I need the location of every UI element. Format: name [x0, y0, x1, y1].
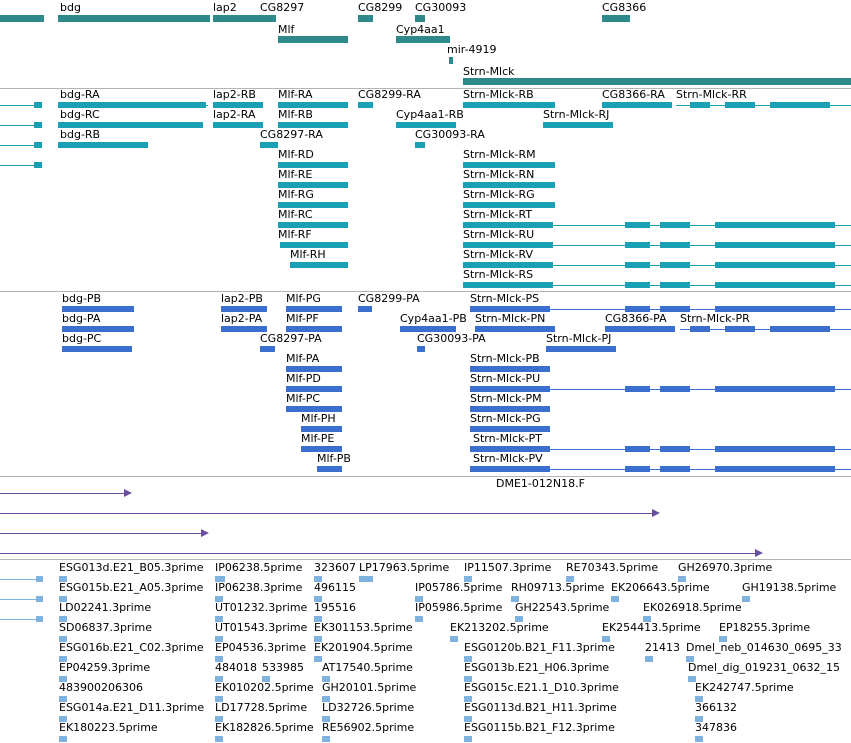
- gene-bar-cg30093[interactable]: [415, 15, 425, 22]
- protein-label[interactable]: CG8299-PA: [358, 292, 420, 305]
- est-label[interactable]: IP05986.5prime: [415, 601, 503, 614]
- est-label[interactable]: EK206643.5prime: [611, 581, 710, 594]
- protein-label[interactable]: Mlf-PA: [286, 352, 320, 365]
- transcript-exon[interactable]: [715, 222, 835, 228]
- transcript-exon[interactable]: [415, 142, 425, 148]
- est-label[interactable]: UT01232.3prime: [215, 601, 308, 614]
- est-label[interactable]: ESG0120b.B21_F11.3prime: [464, 641, 615, 654]
- est-label[interactable]: LD17728.5prime: [215, 701, 308, 714]
- track-separator-ests: [0, 559, 851, 560]
- gene-bar-bdg[interactable]: [58, 15, 210, 22]
- transcript-label[interactable]: CG8366-RA: [602, 88, 665, 101]
- est-label[interactable]: RE56902.5prime: [322, 721, 415, 734]
- transcript-exon[interactable]: [770, 102, 830, 108]
- est-label[interactable]: 496115: [314, 581, 356, 594]
- transcript-label[interactable]: Mlf-RC: [278, 208, 313, 221]
- gene-bar-lap2[interactable]: [213, 15, 276, 22]
- transcript-exon[interactable]: [715, 242, 835, 248]
- gene-label-cg30093[interactable]: CG30093: [415, 1, 467, 14]
- transcript-label[interactable]: CG8299-RA: [358, 88, 421, 101]
- clone-line[interactable]: [0, 533, 201, 534]
- protein-exon[interactable]: [660, 466, 690, 472]
- protein-label[interactable]: Cyp4aa1-PB: [400, 312, 467, 325]
- est-label[interactable]: GH19138.5prime: [742, 581, 837, 594]
- clone-arrow-icon[interactable]: [201, 529, 209, 537]
- transcript-label[interactable]: Mlf-RD: [278, 148, 314, 161]
- gene-label-strn-mlck[interactable]: Strn-Mlck: [463, 65, 515, 78]
- est-label[interactable]: SD06837.3prime: [59, 621, 152, 634]
- est-label[interactable]: EP18255.3prime: [719, 621, 811, 634]
- transcript-label[interactable]: lap2-RB: [213, 88, 256, 101]
- protein-label[interactable]: Strn-Mlck-PB: [470, 352, 540, 365]
- est-label[interactable]: ESG013d.E21_B05.3prime: [59, 561, 204, 574]
- transcript-exon[interactable]: [625, 282, 650, 288]
- est-label[interactable]: 366132: [695, 701, 737, 714]
- protein-label[interactable]: CG8297-PA: [260, 332, 322, 345]
- transcript-exon[interactable]: [213, 122, 263, 128]
- gene-bar-strn-mlck[interactable]: [463, 78, 851, 85]
- protein-label[interactable]: Strn-Mlck-PT: [473, 432, 542, 445]
- est-label[interactable]: AT17540.5prime: [322, 661, 413, 674]
- protein-label[interactable]: Strn-Mlck-PN: [475, 312, 546, 325]
- transcript-exon[interactable]: [715, 262, 835, 268]
- transcript-edge-exon[interactable]: [34, 122, 42, 128]
- gene-label-mlf[interactable]: Mlf: [278, 23, 295, 36]
- protein-label[interactable]: Mlf-PC: [286, 392, 321, 405]
- est-mark[interactable]: [464, 736, 472, 742]
- transcript-exon[interactable]: [660, 282, 690, 288]
- est-label[interactable]: EK180223.5prime: [59, 721, 158, 734]
- est-mark[interactable]: [322, 736, 330, 742]
- transcript-exon[interactable]: [602, 102, 672, 108]
- est-label[interactable]: UT01543.3prime: [215, 621, 308, 634]
- est-mark[interactable]: [611, 596, 619, 602]
- est-mark[interactable]: [359, 576, 373, 582]
- clone-label[interactable]: DME1-012N18.F: [496, 477, 585, 490]
- transcript-exon[interactable]: [725, 102, 755, 108]
- transcript-label[interactable]: Strn-Mlck-RR: [676, 88, 747, 101]
- est-edge-exon[interactable]: [36, 596, 43, 602]
- est-mark[interactable]: [645, 656, 653, 662]
- protein-label[interactable]: CG8366-PA: [605, 312, 667, 325]
- protein-exon[interactable]: [317, 466, 342, 472]
- clone-line[interactable]: [0, 553, 755, 554]
- transcript-exon[interactable]: [463, 102, 555, 108]
- est-label[interactable]: GH22543.5prime: [515, 601, 610, 614]
- est-label[interactable]: 483900206306: [59, 681, 143, 694]
- est-label[interactable]: EK213202.5prime: [450, 621, 549, 634]
- clone-arrow-icon[interactable]: [755, 549, 763, 557]
- transcript-exon[interactable]: [660, 242, 690, 248]
- transcript-label[interactable]: bdg-RB: [60, 128, 101, 141]
- transcript-label[interactable]: Mlf-RE: [278, 168, 313, 181]
- transcript-label[interactable]: Mlf-RG: [278, 188, 314, 201]
- protein-label[interactable]: Strn-Mlck-PU: [470, 372, 541, 385]
- est-label[interactable]: 195516: [314, 601, 356, 614]
- protein-label[interactable]: bdg-PC: [62, 332, 102, 345]
- est-label[interactable]: Dmel_neb_014630_0695_33: [686, 641, 842, 654]
- est-label[interactable]: GH20101.5prime: [322, 681, 417, 694]
- est-label[interactable]: LD02241.3prime: [59, 601, 152, 614]
- est-label[interactable]: RE70343.5prime: [566, 561, 659, 574]
- protein-label[interactable]: Strn-Mlck-PV: [473, 452, 543, 465]
- gene-bar-mir4919[interactable]: [449, 57, 453, 64]
- protein-exon[interactable]: [625, 446, 650, 452]
- est-mark[interactable]: [215, 736, 223, 742]
- est-label[interactable]: ESG015c.E21.1_D10.3prime: [464, 681, 619, 694]
- est-mark[interactable]: [450, 636, 458, 642]
- gene-bar-cyp4aa1[interactable]: [396, 36, 450, 43]
- protein-exon[interactable]: [417, 346, 425, 352]
- protein-exon[interactable]: [260, 346, 275, 352]
- clone-line[interactable]: [0, 493, 124, 494]
- transcript-label[interactable]: Mlf-RB: [278, 108, 313, 121]
- transcript-label[interactable]: CG30093-RA: [415, 128, 485, 141]
- transcript-label[interactable]: Strn-Mlck-RU: [463, 228, 535, 241]
- transcript-label[interactable]: Mlf-RH: [290, 248, 326, 261]
- gene-bar-cg8299[interactable]: [358, 15, 373, 22]
- clone-arrow-icon[interactable]: [124, 489, 132, 497]
- clone-arrow-icon[interactable]: [652, 509, 660, 517]
- gene-label-cyp4aa1[interactable]: Cyp4aa1: [396, 23, 445, 36]
- protein-label[interactable]: Strn-Mlck-PG: [470, 412, 541, 425]
- est-label[interactable]: IP06238.3prime: [215, 581, 303, 594]
- transcript-edge-exon[interactable]: [34, 162, 42, 168]
- transcript-label[interactable]: Strn-Mlck-RG: [463, 188, 535, 201]
- est-label[interactable]: EK242747.5prime: [695, 681, 794, 694]
- est-label[interactable]: EP04259.3prime: [59, 661, 151, 674]
- clone-line[interactable]: [0, 513, 652, 514]
- est-label[interactable]: EK301153.5prime: [314, 621, 413, 634]
- track-separator-proteins: [0, 291, 851, 292]
- transcript-label[interactable]: Strn-Mlck-RS: [463, 268, 534, 281]
- protein-label[interactable]: CG30093-PA: [417, 332, 486, 345]
- protein-exon[interactable]: [625, 386, 650, 392]
- transcript-exon[interactable]: [660, 222, 690, 228]
- est-label[interactable]: EK201904.5prime: [314, 641, 413, 654]
- protein-exon[interactable]: [715, 386, 835, 392]
- est-mark[interactable]: [314, 656, 322, 662]
- est-label[interactable]: ESG014a.E21_D11.3prime: [59, 701, 205, 714]
- est-label[interactable]: 347836: [695, 721, 737, 734]
- protein-label[interactable]: bdg-PA: [62, 312, 101, 325]
- protein-label[interactable]: Strn-Mlck-PS: [470, 292, 540, 305]
- gene-label-cg8297[interactable]: CG8297: [260, 1, 305, 14]
- transcript-exon[interactable]: [625, 242, 650, 248]
- est-label[interactable]: EK010202.5prime: [215, 681, 314, 694]
- protein-label[interactable]: Mlf-PH: [301, 412, 336, 425]
- est-label[interactable]: ESG0115b.B21_F12.3prime: [464, 721, 615, 734]
- est-label[interactable]: IP06238.5prime: [215, 561, 303, 574]
- gene-label-cg8299[interactable]: CG8299: [358, 1, 403, 14]
- protein-exon[interactable]: [715, 446, 835, 452]
- est-label[interactable]: ESG0113d.B21_H11.3prime: [464, 701, 617, 714]
- protein-exon[interactable]: [625, 466, 650, 472]
- protein-label[interactable]: Mlf-PG: [286, 292, 321, 305]
- est-label[interactable]: LD32726.5prime: [322, 701, 415, 714]
- est-mark[interactable]: [742, 596, 750, 602]
- est-label[interactable]: ESG015b.E21_A05.3prime: [59, 581, 204, 594]
- protein-label[interactable]: Strn-Mlck-PM: [470, 392, 542, 405]
- transcript-label[interactable]: CG8297-RA: [260, 128, 323, 141]
- gene-bar-cg8366[interactable]: [602, 15, 630, 22]
- est-mark[interactable]: [695, 736, 703, 742]
- transcript-edge-exon[interactable]: [34, 102, 42, 108]
- protein-label[interactable]: bdg-PB: [62, 292, 102, 305]
- est-mark[interactable]: [59, 736, 67, 742]
- gene-label-lap2[interactable]: lap2: [213, 1, 237, 14]
- protein-label[interactable]: Strn-Mlck-PJ: [546, 332, 612, 345]
- est-label[interactable]: ESG016b.E21_C02.3prime: [59, 641, 204, 654]
- protein-exon[interactable]: [660, 386, 690, 392]
- protein-exon[interactable]: [475, 326, 555, 332]
- est-mark[interactable]: [415, 616, 423, 622]
- gene-label-cg8366[interactable]: CG8366: [602, 1, 647, 14]
- track-separator-clones: [0, 476, 851, 477]
- est-label[interactable]: 21413: [645, 641, 680, 654]
- est-label[interactable]: EK254413.5prime: [602, 621, 701, 634]
- transcript-label[interactable]: Strn-Mlck-RM: [463, 148, 536, 161]
- protein-exon[interactable]: [605, 326, 675, 332]
- gene-bar-mlf[interactable]: [278, 36, 348, 43]
- transcript-exon[interactable]: [690, 102, 710, 108]
- transcript-exon[interactable]: [543, 122, 613, 128]
- protein-exon[interactable]: [690, 326, 710, 332]
- transcript-exon[interactable]: [625, 222, 650, 228]
- protein-exon[interactable]: [715, 466, 835, 472]
- transcript-label[interactable]: lap2-RA: [213, 108, 256, 121]
- gene-label-mir4919[interactable]: mir-4919: [447, 43, 497, 56]
- protein-label[interactable]: lap2-PB: [221, 292, 263, 305]
- transcript-exon[interactable]: [715, 282, 835, 288]
- est-label[interactable]: EP04536.3prime: [215, 641, 307, 654]
- est-edge-exon[interactable]: [36, 576, 43, 582]
- est-label[interactable]: IP11507.3prime: [464, 561, 552, 574]
- est-label[interactable]: LP17963.5prime: [359, 561, 450, 574]
- transcript-label[interactable]: Mlf-RA: [278, 88, 313, 101]
- est-label[interactable]: EK026918.5prime: [643, 601, 742, 614]
- transcript-label[interactable]: Cyp4aa1-RB: [396, 108, 464, 121]
- protein-exon[interactable]: [546, 346, 616, 352]
- protein-exon[interactable]: [770, 326, 830, 332]
- protein-label[interactable]: Mlf-PD: [286, 372, 321, 385]
- protein-label[interactable]: Mlf-PE: [301, 432, 335, 445]
- est-label[interactable]: ESG013b.E21_H06.3prime: [464, 661, 610, 674]
- gene-label-bdg[interactable]: bdg: [60, 1, 81, 14]
- protein-label[interactable]: lap2-PA: [221, 312, 263, 325]
- transcript-label[interactable]: bdg-RC: [60, 108, 100, 121]
- transcript-label[interactable]: Strn-Mlck-RN: [463, 168, 535, 181]
- transcript-exon[interactable]: [358, 102, 373, 108]
- est-label[interactable]: RH09713.5prime: [511, 581, 605, 594]
- est-edge-exon[interactable]: [36, 616, 43, 622]
- transcript-label[interactable]: Strn-Mlck-RB: [463, 88, 534, 101]
- protein-label[interactable]: Mlf-PF: [286, 312, 319, 325]
- est-label[interactable]: GH26970.3prime: [678, 561, 773, 574]
- transcript-exon[interactable]: [660, 262, 690, 268]
- protein-exon[interactable]: [358, 306, 372, 312]
- transcript-label[interactable]: Mlf-RF: [278, 228, 312, 241]
- protein-exon[interactable]: [470, 466, 550, 472]
- est-label[interactable]: IP05786.5prime: [415, 581, 503, 594]
- protein-exon[interactable]: [725, 326, 755, 332]
- transcript-exon[interactable]: [290, 262, 348, 268]
- transcript-exon[interactable]: [463, 282, 553, 288]
- est-label[interactable]: Dmel_dig_019231_0632_15: [688, 661, 841, 674]
- transcript-label[interactable]: bdg-RA: [60, 88, 100, 101]
- protein-label[interactable]: Mlf-PB: [317, 452, 351, 465]
- est-label[interactable]: EK182826.5prime: [215, 721, 314, 734]
- transcript-exon[interactable]: [58, 142, 148, 148]
- protein-exon[interactable]: [660, 446, 690, 452]
- transcript-label[interactable]: Strn-Mlck-RJ: [543, 108, 610, 121]
- est-label[interactable]: 533985: [262, 661, 304, 674]
- transcript-label[interactable]: Strn-Mlck-RV: [463, 248, 534, 261]
- est-label[interactable]: 484018: [215, 661, 257, 674]
- est-label[interactable]: 323607: [314, 561, 356, 574]
- protein-label[interactable]: Strn-Mlck-PR: [680, 312, 750, 325]
- transcript-label[interactable]: Strn-Mlck-RT: [463, 208, 533, 221]
- transcript-edge-exon[interactable]: [34, 142, 42, 148]
- gene-bar[interactable]: [0, 15, 44, 22]
- transcript-exon[interactable]: [260, 142, 278, 148]
- transcript-exon[interactable]: [625, 262, 650, 268]
- protein-exon[interactable]: [62, 346, 132, 352]
